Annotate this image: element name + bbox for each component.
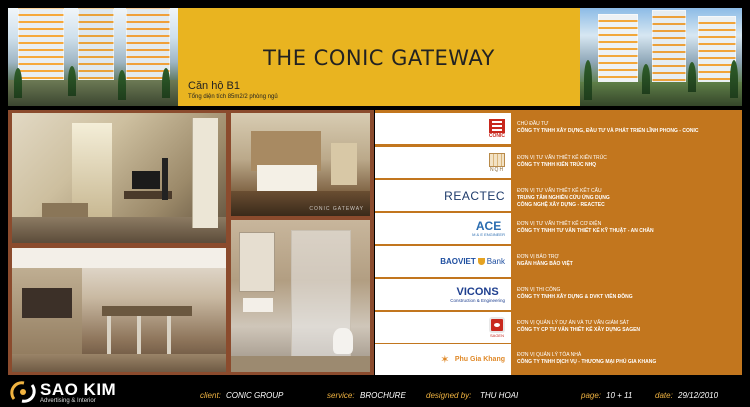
credit-company: TRUNG TÂM NGHIÊN CỨU ỨNG DỤNG CÔNG NGHỆ XÂY DỰNG - REACTEC	[517, 195, 610, 208]
bank-shield-icon	[478, 258, 485, 265]
credit-row	[375, 180, 742, 211]
client-label: client:	[200, 391, 221, 400]
credits-panel	[375, 110, 742, 375]
sagen-logo	[375, 312, 511, 343]
sagen-logo-text: SAGEN	[489, 333, 504, 338]
vicons-logo-text: VICONS	[456, 285, 499, 298]
credit-role: CHỦ ĐẦU TƯ	[517, 121, 549, 127]
client-value: CONIC GROUP	[226, 391, 284, 400]
service-value: BROCHURE	[360, 391, 406, 400]
credit-role: ĐƠN VỊ BẢO TRỢ	[517, 254, 559, 260]
designer-label: designed by:	[426, 391, 472, 400]
date-value: 29/12/2010	[678, 391, 719, 400]
bedroom-watermark: CONIC GATEWAY	[309, 206, 364, 212]
page-value: 10 + 11	[606, 391, 633, 400]
reactec-logo-text: REACTEC	[444, 188, 505, 203]
nqh-logo	[375, 147, 511, 178]
credit-role: ĐƠN VỊ QUẢN LÝ TÒA NHÀ	[517, 352, 582, 358]
brand-tagline: Advertising & Interior	[40, 398, 96, 404]
baoviet-logo-sub: Bank	[486, 257, 505, 266]
credit-row	[375, 344, 742, 375]
sagen-emblem-icon	[489, 317, 505, 333]
credit-role: ĐƠN VỊ QUẢN LÝ DỰ ÁN VÀ TƯ VẤN GIÁM SÁT	[517, 320, 630, 326]
credit-company: CÔNG TY TNHH XÂY DỰNG & DVKT VIỄN ĐÔNG	[517, 294, 633, 300]
title-panel	[178, 8, 580, 106]
building-icon	[489, 119, 505, 133]
apartment-area: Tổng diện tích 85m2/2 phòng ngủ	[188, 94, 278, 100]
service-label: service:	[327, 391, 355, 400]
credit-row	[375, 312, 742, 343]
ace-logo-sub: M & E ENGINEER	[472, 232, 505, 237]
reactec-logo	[375, 180, 511, 211]
designer-value: THU HOAI	[480, 391, 519, 400]
vicons-logo-sub: Construction & Engineering	[450, 297, 505, 303]
credit-company: CÔNG TY TNHH XÂY DỰNG, ĐẦU TƯ VÀ PHÁT TRIỂN LĨNH PHONG - CONIC	[517, 128, 699, 134]
credit-role: ĐƠN VỊ THI CÔNG	[517, 287, 561, 293]
credit-row	[375, 279, 742, 310]
credit-role: ĐƠN VỊ TƯ VẤN THIẾT KẾ CƠ ĐIỆN	[517, 221, 602, 227]
apartment-label: Căn hộ B1	[188, 80, 240, 92]
credit-company: CÔNG TY TNHH DỊCH VỤ - THƯƠNG MẠI PHÚ GIA KHANG	[517, 359, 657, 365]
credit-row	[375, 246, 742, 277]
vicons-logo	[375, 279, 511, 310]
ace-logo	[375, 213, 511, 244]
credit-role: ĐƠN VỊ TƯ VẤN THIẾT KẾ KẾT CẤU	[517, 188, 602, 194]
conic-logo-text: CONIC	[488, 132, 505, 139]
bathroom-photo	[231, 220, 370, 372]
tower-photo-left	[8, 8, 178, 106]
credit-company: CÔNG TY CP TƯ VẤN THIẾT KẾ XÂY DỰNG SAGEN	[517, 327, 641, 333]
nqh-emblem-icon	[489, 153, 505, 167]
tower-photo-right	[580, 8, 742, 106]
credit-row	[375, 213, 742, 244]
credit-company: NGÂN HÀNG BẢO VIỆT	[517, 261, 573, 267]
pgk-logo-text: Phu Gia Khang	[454, 356, 505, 363]
brand-name: SAO KIM	[40, 380, 117, 399]
pgk-emblem-icon: ✶	[440, 353, 450, 366]
credit-row	[375, 147, 742, 178]
living-room-photo	[12, 113, 226, 243]
credit-row	[375, 113, 742, 144]
credit-company: CÔNG TY TNHH KIẾN TRÚC NHQ	[517, 162, 597, 168]
credit-role: ĐƠN VỊ TƯ VẤN THIẾT KẾ KIẾN TRÚC	[517, 155, 607, 161]
page-label: page:	[581, 391, 602, 400]
conic-logo	[375, 113, 511, 144]
date-label: date:	[655, 391, 673, 400]
baoviet-logo-text: BAOVIET	[440, 257, 476, 266]
phu-gia-khang-logo	[375, 344, 511, 375]
bedroom-photo	[231, 113, 370, 216]
kitchen-photo	[12, 248, 226, 372]
nqh-logo-text: NQH	[489, 166, 505, 173]
baoviet-bank-logo	[375, 246, 511, 277]
credit-company: CÔNG TY TNHH TƯ VẤN THIẾT KẾ KỸ THUẬT - AN CHÂN	[517, 228, 654, 234]
project-title: THE CONIC GATEWAY	[263, 46, 495, 70]
ace-logo-text: ACE	[475, 219, 502, 233]
sao-kim-logo-icon	[10, 379, 36, 405]
